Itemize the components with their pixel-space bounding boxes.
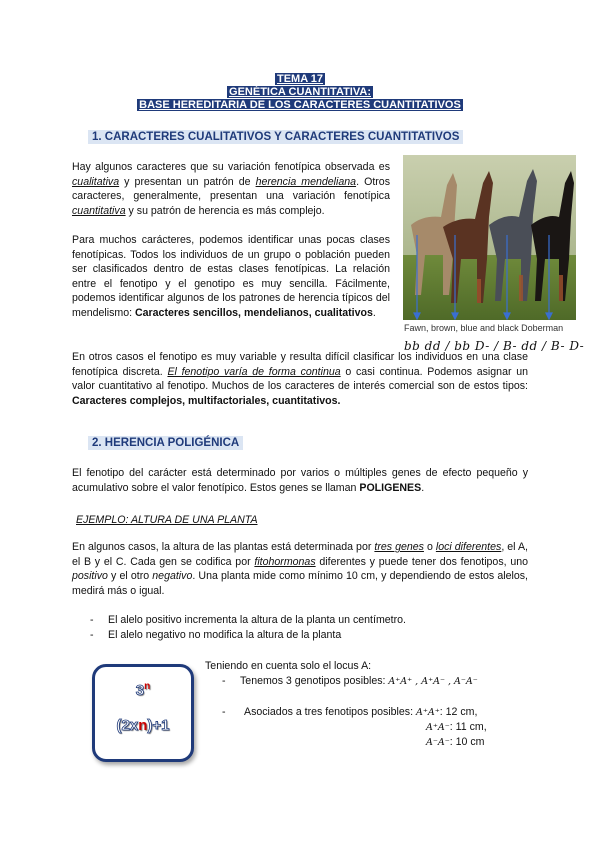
- phenotype-10cm: A⁻A⁻: 10 cm: [426, 736, 485, 748]
- formula-box: [92, 664, 194, 762]
- example-heading: EJEMPLO: ALTURA DE UNA PLANTA: [76, 514, 258, 526]
- section-1-heading: 1. CARACTERES CUALITATIVOS Y CARACTERES CUANTITATIVOS: [88, 130, 463, 144]
- formula-phenotypes: (2xn)+1: [116, 717, 170, 734]
- paragraph-4: El fenotipo del carácter está determinado por varios o múltiples genes de efecto pequeño y acumulativo sobre el valor fenotípico. Estos genes se llaman POLIGENES.: [72, 467, 528, 494]
- doc-subtitle: GENÉTICA CUANTITATIVA:: [229, 86, 371, 98]
- bullet-item: - El alelo positivo incrementa la altura de la planta un centímetro.: [90, 614, 406, 626]
- paragraph-3: En otros casos el fenotipo es muy variable y resulta difícil clasificar los individuos en una clase fenotípica discreta. El fenotipo varía de forma continua o casi continua. Podemos asignar un valor cuantitativo al fenotipo. Muchos de los caracteres de interés comercial son de estos tipos: Caracteres complejos, multifactoriales, cuantitativos.: [72, 351, 528, 407]
- image-caption: Fawn, brown, blue and black Doberman: [404, 323, 564, 333]
- locus-genotypes-line: - Tenemos 3 genotipos posibles: A⁺A⁺ , A⁺A⁻ , A⁻A⁻: [222, 675, 478, 687]
- doc-subtitle-2: BASE HEREDITARIA DE LOS CARACTERES CUANTITATIVOS: [139, 99, 461, 111]
- doc-title: TEMA 17: [276, 73, 324, 85]
- doberman-photo: [403, 155, 576, 320]
- section-2-heading: 2. HERENCIA POLIGÉNICA: [88, 436, 243, 450]
- paragraph-2: Para muchos carácteres, podemos identificar unas pocas clases fenotípicas. Todos los individuos de un grupo o población pueden ser clasificados dentro de estas clases fenotípicas. La relación entre el fenotipo y el genotipo es muy sencilla. Fácilmente, podemos identificar algunos de los patrones de herencia típicos del mendelismo: Caracteres sencillos, mendelianos, cualitativos.: [72, 234, 390, 319]
- formula-power: 3$^n$: [135, 681, 151, 699]
- locus-phenotypes-line: - Asociados a tres fenotipos posibles: A⁺A⁺: 12 cm,: [222, 706, 478, 718]
- bullet-item: - El alelo negativo no modifica la altura de la planta: [90, 629, 342, 641]
- genotype-labels: bb dd / bb D- / B- dd / B- D-: [404, 339, 585, 353]
- locus-intro: Teniendo en cuenta solo el locus A:: [205, 660, 372, 672]
- paragraph-1: Hay algunos caracteres que su variación fenotípica observada es cualitativa y presentan un patrón de herencia mendeliana. Otros caracteres, generalmente, presentan una variación fenotípica cuantitativa y su patrón de herencia es más complejo.: [72, 161, 390, 217]
- phenotype-11cm: A⁺A⁻: 11 cm,: [426, 721, 487, 733]
- paragraph-5: En algunos casos, la altura de las plantas está determinada por tres genes o loci diferentes, el A, el B y el C. Cada gen se codifica por fitohormonas diferentes y puede tener dos fenotipos, uno positivo y el otro negativo. Una planta mide como mínimo 10 cm, y dependiendo de estos alelos, medirá más o igual.: [72, 541, 528, 597]
